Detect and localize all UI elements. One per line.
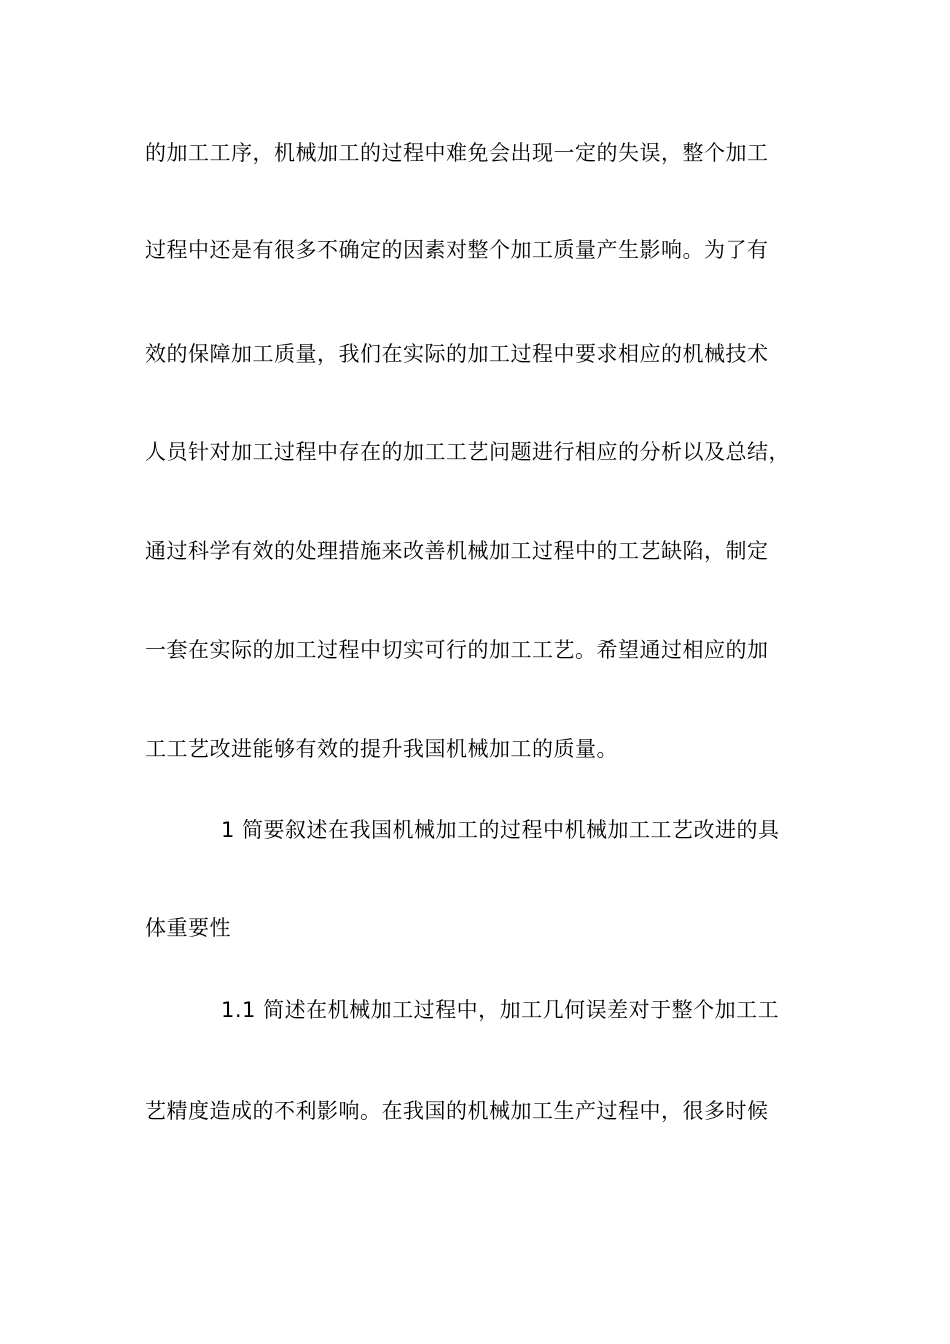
paragraph-line: 工工艺改进能够有效的提升我国机械加工的质量。	[145, 737, 618, 761]
paragraph-line: 一套在实际的加工过程中切实可行的加工工艺。希望通过相应的加	[145, 638, 769, 662]
paragraph-line: 过程中还是有很多不确定的因素对整个加工质量产生影响。为了有	[145, 238, 769, 262]
paragraph-line: 人员针对加工过程中存在的加工工艺问题进行相应的分析以及总结，	[145, 440, 790, 464]
paragraph-line: 效的保障加工质量，我们在实际的加工过程中要求相应的机械技术	[145, 342, 769, 366]
subsection-heading-line: 1.1 简述在机械加工过程中，加工几何误差对于整个加工工	[221, 998, 780, 1022]
paragraph-line: 艺精度造成的不利影响。在我国的机械加工生产过程中，很多时候	[145, 1099, 769, 1123]
paragraph-line: 通过科学有效的处理措施来改善机械加工过程中的工艺缺陷，制定	[145, 539, 769, 563]
paragraph-line: 的加工工序，机械加工的过程中难免会出现一定的失误，整个加工	[145, 141, 769, 165]
section-heading-line: 1 简要叙述在我国机械加工的过程中机械加工工艺改进的具	[221, 818, 780, 842]
section-heading-line: 体重要性	[145, 916, 231, 940]
